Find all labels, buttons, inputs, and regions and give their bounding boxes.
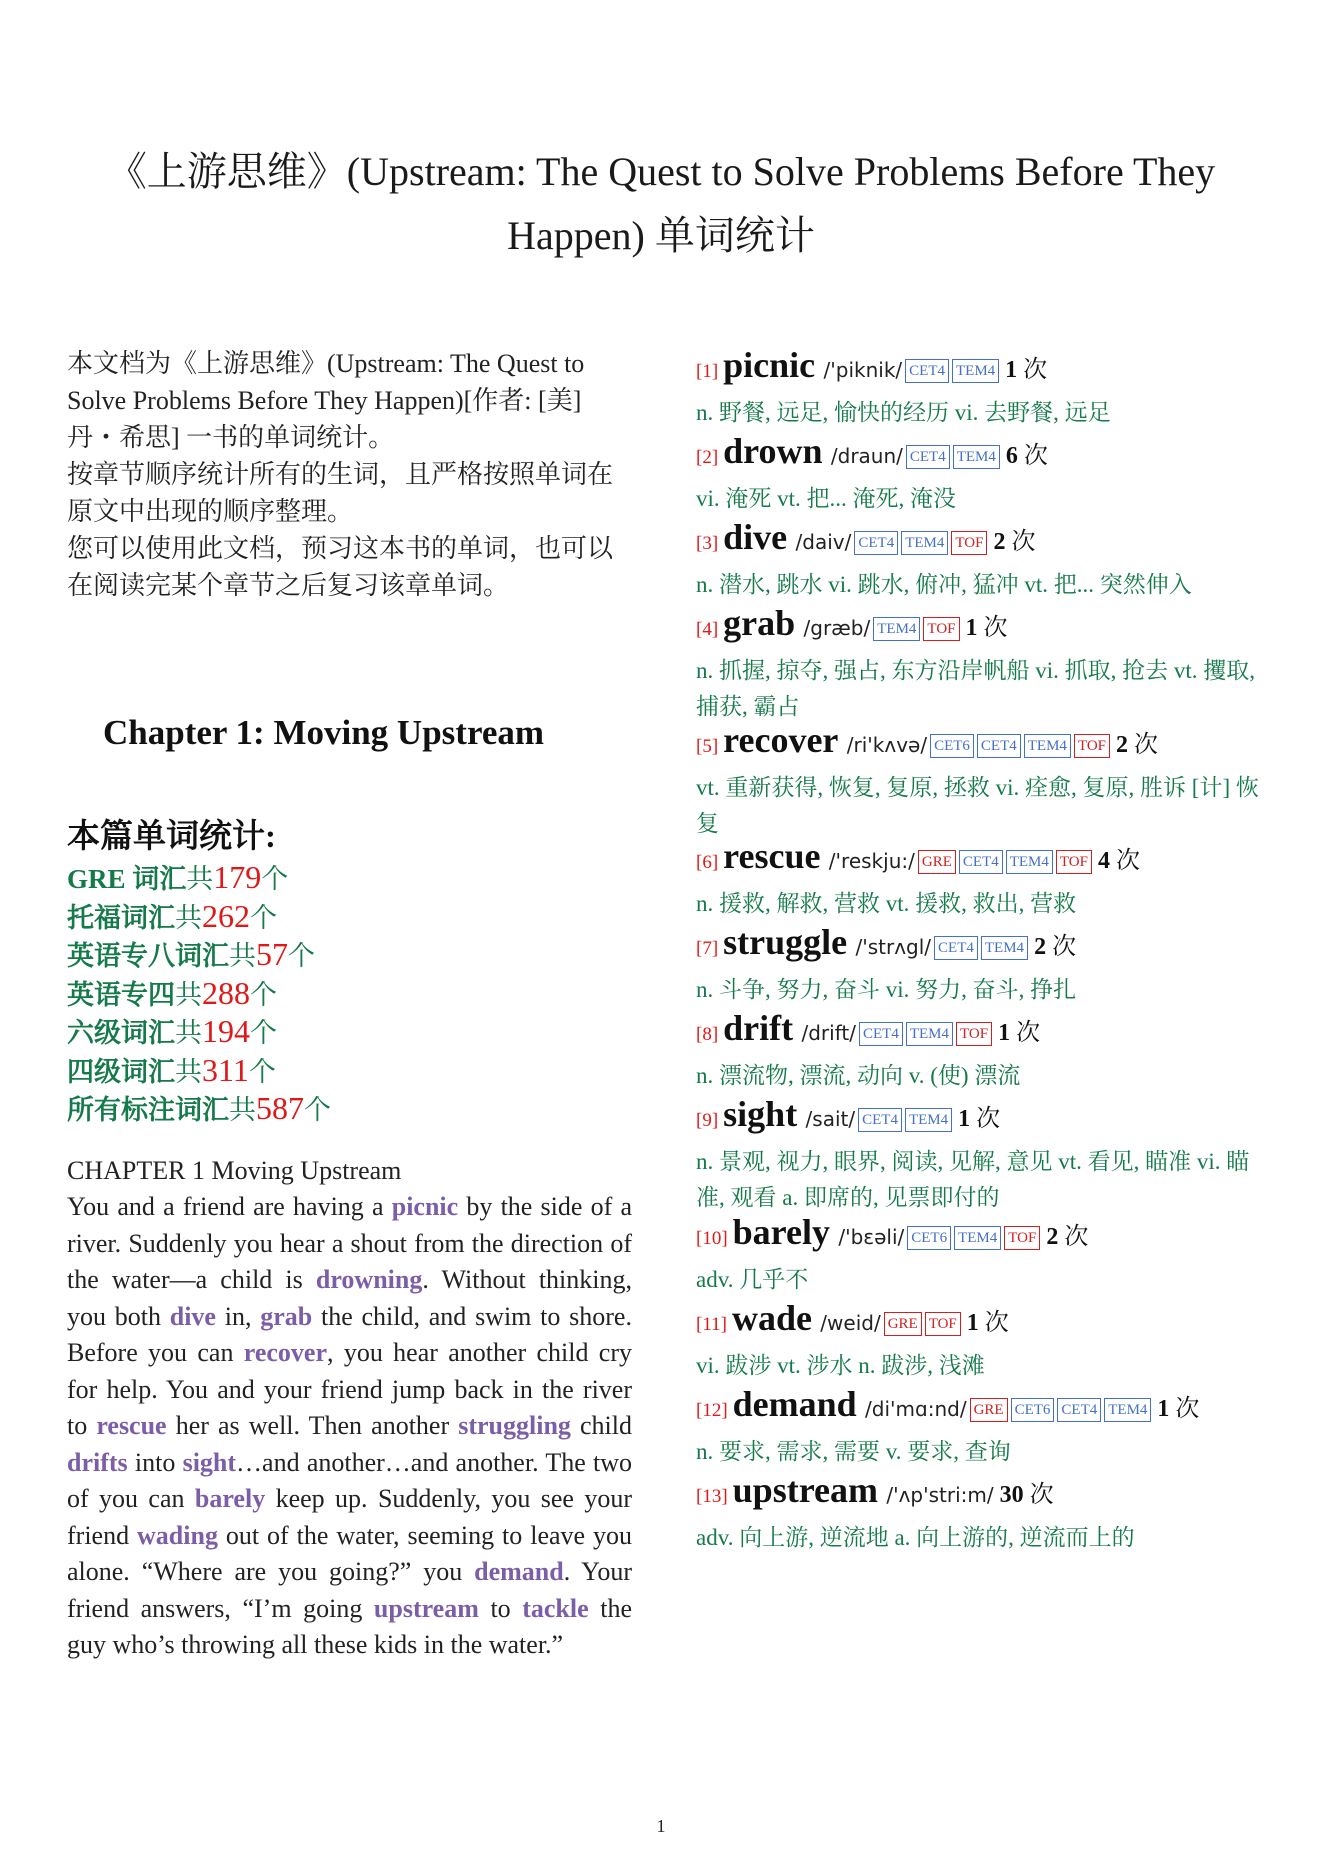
passage-text: You and a friend are having a picnic by the side of a river. Suddenly you hear a shout from the direction of the water—a child is drowning. Without thinking, you both dive in, grab the child, and swim to shore. Before you can recover, you hear another child cry for help. You and your friend jump back in the river to rescue her as well. Then another struggling child drifts into sight…and another…and another. The two of you can barely keep up. Suddenly, you see your friend wading out of the water, seeming to leave you alone. “Where are you going?” you demand. Your friend answers, “I’m going upstream to tackle the guy who’s throwing all these kids in the water.”	[67, 1192, 632, 1659]
word-entry-head	[696, 1008, 1264, 1056]
highlighted-word: upstream	[373, 1593, 479, 1623]
exam-tag: TOF	[956, 1022, 992, 1046]
count-number: 4	[1097, 848, 1110, 874]
stat-label: 四级词汇	[67, 1056, 175, 1087]
intro-line: 按章节顺序统计所有的生词，且严格按照单词在原文中出现的顺序整理。	[67, 460, 614, 526]
word-entry	[696, 1470, 1264, 1556]
phonetic: /sait/	[799, 1107, 856, 1131]
definition: n. 斗争, 努力, 奋斗 vi. 努力, 奋斗, 挣扎	[696, 977, 1077, 1002]
exam-tag: CET4	[959, 850, 1003, 874]
word-entry	[696, 1094, 1264, 1216]
exam-tag: CET6	[907, 1226, 951, 1250]
document-title	[60, 140, 1262, 268]
count-unit: 次	[1023, 443, 1048, 469]
word-entry	[696, 1384, 1264, 1470]
phonetic: /ri'kʌvə/	[840, 733, 928, 757]
stat-unit: 个	[250, 902, 277, 933]
exam-tag: GRE	[884, 1312, 922, 1336]
phonetic: /'reskju:/	[822, 849, 915, 873]
stat-count: 57	[256, 936, 288, 972]
exam-tag: CET4	[977, 734, 1021, 758]
exam-tag: TOF	[923, 617, 959, 641]
stat-count: 194	[202, 1013, 250, 1049]
headword: recover	[723, 720, 839, 760]
passage-heading: CHAPTER 1 Moving Upstream	[67, 1156, 402, 1185]
highlighted-word: barely	[194, 1484, 266, 1513]
stat-row	[67, 936, 632, 975]
stat-label: 英语专四	[67, 979, 175, 1010]
word-index: [7]	[696, 938, 719, 959]
word-entry-head	[696, 1384, 1264, 1432]
stat-unit: 个	[304, 1095, 331, 1125]
stat-gong: 共	[229, 941, 256, 971]
exam-tag: CET4	[906, 445, 950, 469]
occurrence-count	[966, 615, 1008, 641]
count-unit: 次	[1064, 1224, 1089, 1250]
exam-tag: TEM4	[1104, 1398, 1151, 1422]
occurrence-count	[1000, 1482, 1054, 1508]
word-entry-head	[696, 836, 1264, 884]
headword: barely	[732, 1212, 830, 1252]
definition: n. 漂流物, 漂流, 动向 v. (使) 漂流	[696, 1063, 1021, 1088]
stat-row	[67, 1052, 632, 1091]
occurrence-count	[967, 1310, 1009, 1336]
word-entry-head	[696, 720, 1264, 768]
chapter-heading: Chapter 1: Moving Upstream	[103, 713, 545, 752]
word-index: [12]	[696, 1400, 728, 1421]
headword: drift	[723, 1008, 794, 1048]
stat-label: 所有标注词汇	[67, 1095, 229, 1125]
highlighted-word: picnic	[391, 1192, 459, 1221]
headword: drown	[723, 431, 823, 471]
word-entry	[696, 1212, 1264, 1298]
stat-count: 311	[202, 1051, 249, 1088]
headword: sight	[723, 1094, 798, 1134]
word-entry-head	[696, 431, 1264, 479]
stat-unit: 个	[288, 941, 315, 971]
stat-label: 托福词汇	[67, 902, 175, 933]
count-number: 30	[999, 1482, 1024, 1508]
phonetic: /'piknik/	[817, 358, 903, 382]
exam-tag: CET4	[859, 1022, 903, 1046]
headword: demand	[732, 1384, 857, 1424]
count-number: 1	[998, 1020, 1011, 1046]
exam-tag: CET4	[854, 531, 898, 555]
highlighted-word: grab	[260, 1301, 313, 1331]
exam-tag: TEM4	[873, 617, 920, 641]
phonetic: /drift/	[795, 1021, 856, 1045]
stat-count: 587	[256, 1090, 304, 1126]
phonetic: /di'mɑ:nd/	[858, 1397, 967, 1421]
occurrence-count	[1005, 357, 1047, 383]
word-index: [6]	[696, 852, 719, 873]
stat-label: 英语专八词汇	[67, 941, 229, 971]
occurrence-count	[1034, 934, 1076, 960]
stat-unit: 个	[248, 1056, 276, 1087]
count-number: 2	[993, 529, 1006, 555]
stat-gong: 共	[186, 864, 214, 894]
word-stats	[67, 815, 632, 1129]
word-index: [11]	[696, 1314, 727, 1335]
phonetic: /'strʌgl/	[849, 935, 932, 959]
title-line-1: 《上游思维》(Upstream: The Quest to Solve Problems Before They	[106, 149, 1216, 194]
word-index: [4]	[696, 619, 719, 640]
stat-unit: 个	[261, 864, 289, 894]
exam-tag: GRE	[970, 1398, 1008, 1422]
stat-row	[67, 1013, 632, 1052]
stat-unit: 个	[250, 1018, 277, 1048]
definition: adv. 几乎不	[696, 1267, 809, 1292]
highlighted-word: tackle	[522, 1593, 589, 1623]
stats-list	[67, 859, 632, 1129]
exam-tag: TEM4	[954, 1226, 1001, 1250]
occurrence-count	[998, 1020, 1040, 1046]
stat-count: 262	[202, 897, 250, 934]
word-entry	[696, 603, 1264, 725]
occurrence-count	[1098, 848, 1140, 874]
exam-tag: TEM4	[1006, 850, 1053, 874]
count-unit: 次	[1011, 529, 1036, 555]
word-index: [9]	[696, 1110, 719, 1131]
word-entry	[696, 345, 1264, 431]
exam-tag: TEM4	[901, 531, 948, 555]
stat-count: 288	[202, 974, 250, 1011]
highlighted-word: rescue	[96, 1411, 167, 1440]
exam-tag: CET6	[1011, 1398, 1055, 1422]
intro-line: 本文档为《上游思维》(Upstream: The Quest to Solve Problems Before They Happen)[作者: [美] 丹・希思] 一书的单词统计。	[67, 349, 585, 452]
exam-tag: CET4	[934, 936, 978, 960]
stat-gong: 共	[175, 902, 202, 933]
definition: n. 要求, 需求, 需要 v. 要求, 查询	[696, 1439, 1011, 1464]
word-entry	[696, 1008, 1264, 1094]
word-entry	[696, 922, 1264, 1008]
word-entry	[696, 517, 1264, 603]
word-entry	[696, 431, 1264, 517]
word-entry-head	[696, 1470, 1264, 1518]
occurrence-count	[1157, 1396, 1199, 1422]
word-entry-head	[696, 345, 1264, 393]
highlighted-word: struggling	[458, 1411, 571, 1440]
phonetic: /'bɛəli/	[832, 1225, 905, 1249]
exam-tag: TEM4	[953, 445, 1000, 469]
occurrence-count	[1046, 1224, 1088, 1250]
word-entry	[696, 836, 1264, 922]
phonetic: /draun/	[824, 444, 903, 468]
count-unit: 次	[1016, 1020, 1041, 1046]
word-entry-head	[696, 603, 1264, 651]
word-entry-head	[696, 1094, 1264, 1142]
word-index: [3]	[696, 533, 719, 554]
highlighted-word: dive	[169, 1301, 216, 1331]
headword: wade	[731, 1298, 812, 1338]
exam-tag: TEM4	[905, 1108, 952, 1132]
highlighted-word: drowning	[315, 1265, 423, 1294]
exam-tag: CET4	[858, 1108, 902, 1132]
headword: struggle	[723, 922, 848, 962]
stat-row	[67, 859, 632, 898]
highlighted-word: drifts	[67, 1447, 128, 1477]
definition: n. 潜水, 跳水 vi. 跳水, 俯冲, 猛冲 vt. 把... 突然伸入	[696, 572, 1192, 597]
word-entry-head	[696, 1298, 1264, 1346]
occurrence-count	[958, 1106, 1000, 1132]
count-unit: 次	[1029, 1482, 1054, 1508]
headword: rescue	[723, 836, 821, 876]
count-unit: 次	[984, 1310, 1009, 1336]
headword: grab	[723, 603, 796, 643]
count-number: 1	[966, 1310, 979, 1336]
exam-tag: GRE	[918, 850, 956, 874]
count-unit: 次	[1023, 357, 1048, 383]
word-entry	[696, 1298, 1264, 1384]
exam-tag: TOF	[1074, 734, 1110, 758]
stats-title: 本篇单词统计:	[67, 819, 276, 855]
word-entry-head	[696, 517, 1264, 565]
word-index: [8]	[696, 1024, 719, 1045]
headword: upstream	[732, 1470, 878, 1510]
headword: dive	[723, 517, 788, 557]
definition: vi. 淹死 vt. 把... 淹死, 淹没	[696, 486, 957, 511]
phonetic: /weid/	[813, 1311, 881, 1335]
occurrence-count	[1006, 443, 1048, 469]
stat-gong: 共	[229, 1095, 256, 1125]
stat-gong: 共	[175, 979, 202, 1010]
phonetic: /'ʌp'stri:m/	[880, 1483, 994, 1507]
count-number: 2	[1046, 1224, 1059, 1250]
exam-tag: TEM4	[981, 936, 1028, 960]
highlighted-word: demand	[474, 1557, 564, 1586]
count-unit: 次	[1134, 732, 1159, 758]
definition: n. 景观, 视力, 眼界, 阅读, 见解, 意见 vt. 看见, 瞄准 vi. 瞄准, 观看 a. 即席的, 见票即付的	[696, 1149, 1250, 1210]
word-index: [1]	[696, 361, 719, 382]
stat-label: GRE 词汇	[67, 864, 187, 894]
exam-tag: TOF	[951, 531, 987, 555]
count-unit: 次	[976, 1106, 1001, 1132]
exam-tag: TOF	[925, 1312, 961, 1336]
count-number: 2	[1116, 732, 1129, 758]
word-entry-head	[696, 922, 1264, 970]
word-entry	[696, 720, 1264, 842]
phonetic: /daiv/	[789, 530, 852, 554]
count-number: 1	[965, 615, 978, 641]
count-number: 6	[1005, 443, 1018, 469]
highlighted-word: sight	[182, 1447, 237, 1477]
count-number: 1	[1005, 357, 1018, 383]
definition: n. 抓握, 掠夺, 强占, 东方沿岸帆船 vi. 抓取, 抢去 vt. 攫取, 捕获, 霸占	[696, 658, 1256, 719]
word-index: [13]	[696, 1486, 728, 1507]
word-index: [10]	[696, 1228, 728, 1249]
highlighted-word: recover	[243, 1338, 328, 1367]
definition: n. 援救, 解救, 营救 vt. 援救, 救出, 营救	[696, 891, 1077, 916]
count-number: 1	[1157, 1396, 1170, 1422]
stat-gong: 共	[175, 1018, 202, 1048]
stat-row	[67, 975, 632, 1014]
word-index: [5]	[696, 736, 719, 757]
stat-gong: 共	[175, 1056, 202, 1087]
exam-tag: TEM4	[906, 1022, 953, 1046]
count-number: 2	[1034, 934, 1047, 960]
phonetic: /græb/	[797, 616, 871, 640]
stat-unit: 个	[250, 979, 277, 1010]
count-number: 1	[958, 1106, 971, 1132]
stat-label: 六级词汇	[67, 1018, 175, 1048]
headword: picnic	[723, 345, 816, 385]
exam-tag: TEM4	[952, 359, 999, 383]
exam-tag: TOF	[1056, 850, 1092, 874]
exam-tag: CET6	[930, 734, 974, 758]
page-number: 1	[656, 1816, 666, 1836]
definition: vi. 跋涉 vt. 涉水 n. 跋涉, 浅滩	[696, 1353, 985, 1378]
stat-row	[67, 1090, 632, 1129]
count-unit: 次	[983, 615, 1008, 641]
intro-line: 您可以使用此文档，预习这本书的单词，也可以在阅读完某个章节之后复习该章单词。	[67, 534, 614, 600]
occurrence-count	[993, 529, 1035, 555]
stat-row	[67, 898, 632, 937]
highlighted-word: wading	[137, 1520, 218, 1550]
count-unit: 次	[1115, 848, 1140, 874]
word-entry-head	[696, 1212, 1264, 1260]
word-index: [2]	[696, 447, 719, 468]
definition: vt. 重新获得, 恢复, 复原, 拯救 vi. 痊愈, 复原, 胜诉 [计] 恢复	[696, 775, 1259, 836]
exam-tag: TEM4	[1024, 734, 1071, 758]
exam-tag: CET4	[1057, 1398, 1101, 1422]
exam-tag: CET4	[905, 359, 949, 383]
stat-count: 179	[213, 859, 262, 895]
occurrence-count	[1116, 732, 1158, 758]
count-unit: 次	[1175, 1396, 1200, 1422]
title-line-2: Happen) 单词统计	[507, 213, 815, 258]
passage	[67, 1152, 632, 1664]
intro-paragraphs	[67, 345, 632, 604]
definition: n. 野餐, 远足, 愉快的经历 vi. 去野餐, 远足	[696, 400, 1111, 425]
count-unit: 次	[1052, 934, 1077, 960]
exam-tag: TOF	[1004, 1226, 1040, 1250]
definition: adv. 向上游, 逆流地 a. 向上游的, 逆流而上的	[696, 1525, 1135, 1550]
